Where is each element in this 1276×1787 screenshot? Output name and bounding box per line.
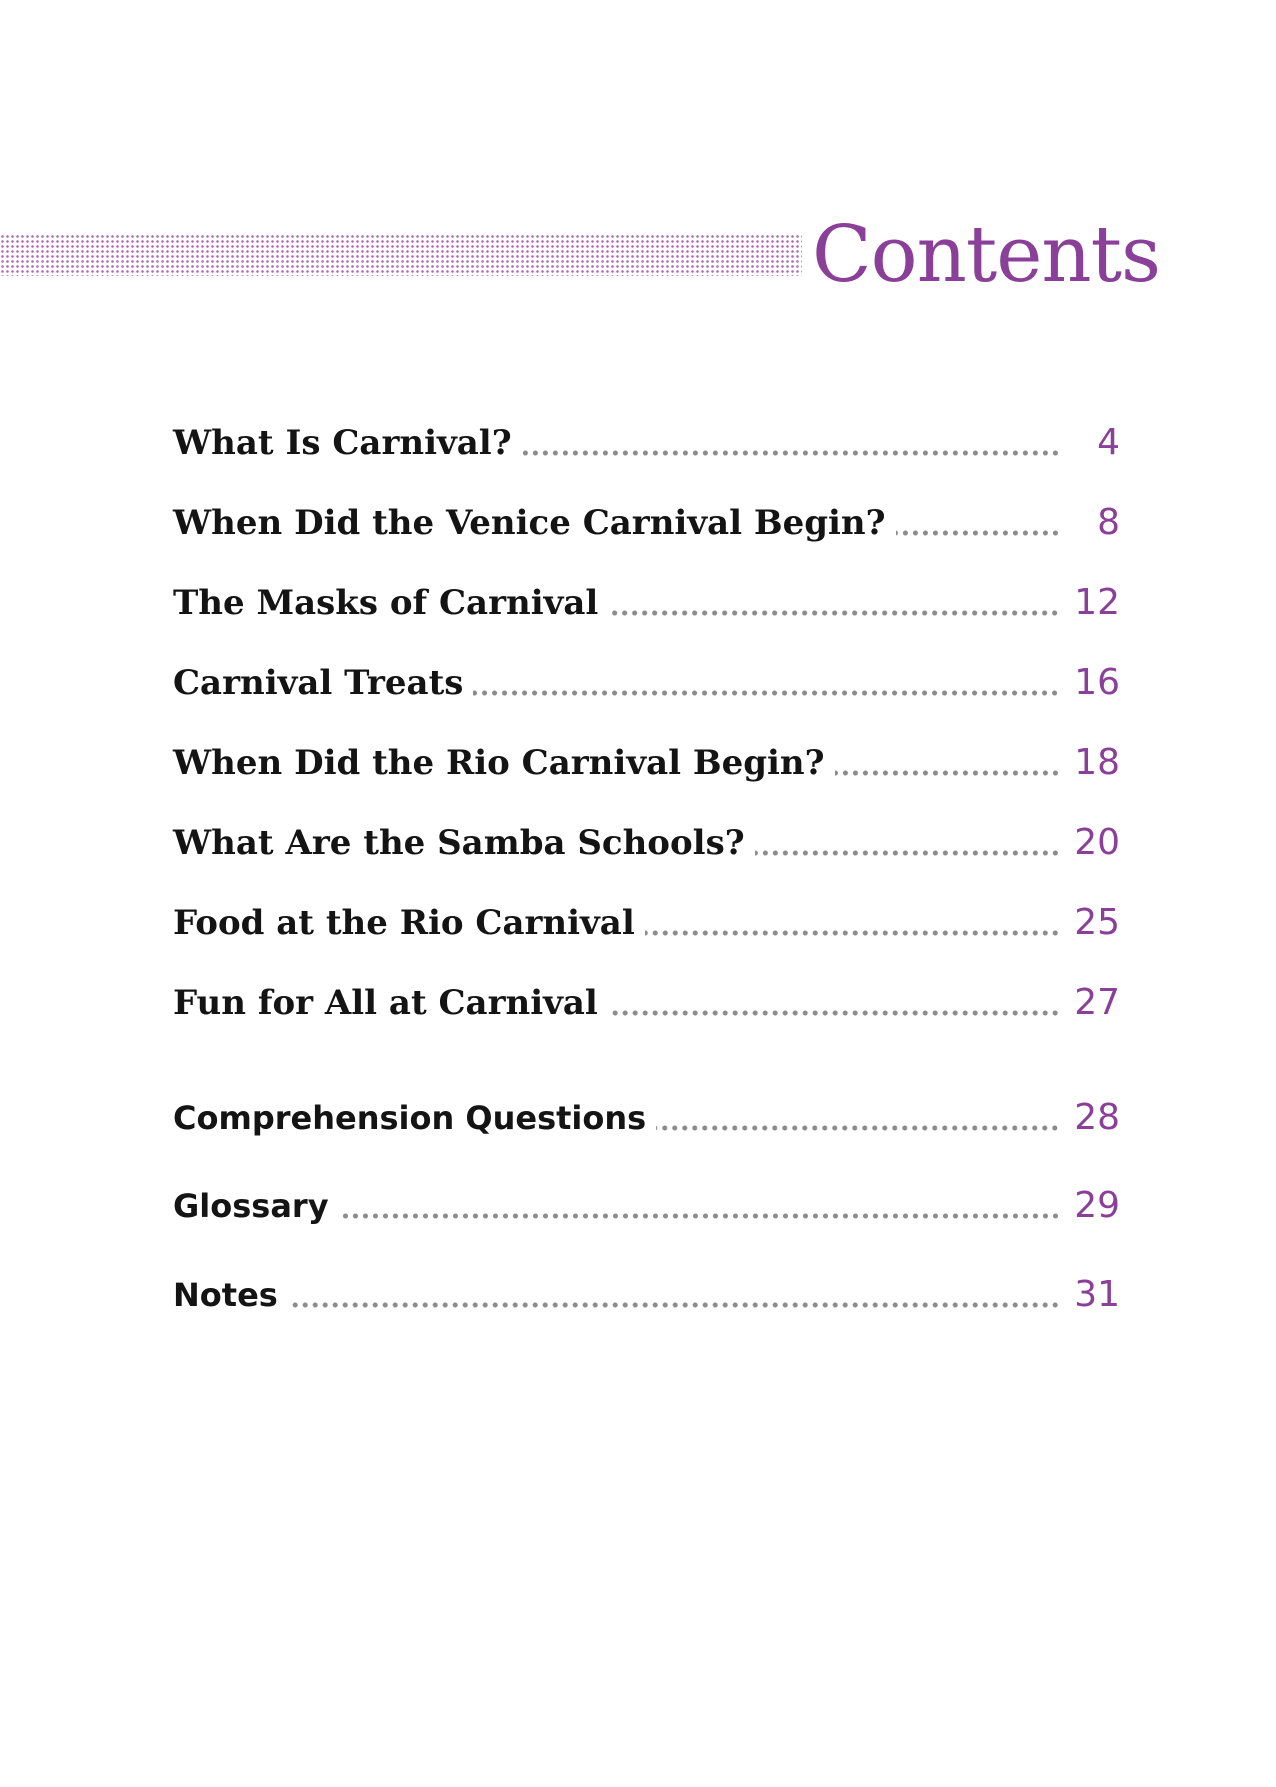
dot-leader <box>656 1124 1060 1132</box>
toc-page-number: 8 <box>1097 502 1120 543</box>
toc-row-chapter[interactable] <box>173 422 1120 472</box>
toc-page-number: 28 <box>1074 1097 1120 1138</box>
toc-row-back-matter[interactable] <box>173 1274 1120 1324</box>
toc-row-chapter[interactable] <box>173 502 1120 552</box>
toc-entry-title: When Did the Rio Carnival Begin? <box>173 743 825 783</box>
toc-page-number: 12 <box>1074 582 1120 623</box>
dot-leader <box>288 1301 1060 1309</box>
page-title: Contents <box>812 210 1160 300</box>
dot-leader <box>755 849 1060 857</box>
toc-page-number: 4 <box>1097 422 1120 463</box>
toc-row-chapter[interactable] <box>173 902 1120 952</box>
dot-leader <box>896 529 1060 537</box>
dot-leader <box>473 689 1060 697</box>
toc-row-chapter[interactable] <box>173 582 1120 632</box>
toc-entry-title: What Are the Samba Schools? <box>173 823 745 863</box>
toc-row-chapter[interactable] <box>173 822 1120 872</box>
toc-row-chapter[interactable] <box>173 982 1120 1032</box>
dot-leader <box>339 1212 1060 1220</box>
dot-leader <box>645 929 1060 937</box>
toc-entry-title: The Masks of Carnival <box>173 583 599 623</box>
toc-page-number: 31 <box>1074 1274 1120 1315</box>
toc-page-number: 25 <box>1074 902 1120 943</box>
toc-page-number: 18 <box>1074 742 1120 783</box>
header-dot-pattern <box>0 234 802 276</box>
toc-entry-title: When Did the Venice Carnival Begin? <box>173 503 886 543</box>
dot-leader <box>835 769 1060 777</box>
toc-row-chapter[interactable] <box>173 662 1120 712</box>
toc-page-number: 27 <box>1074 982 1120 1023</box>
toc-row-back-matter[interactable] <box>173 1097 1120 1147</box>
toc-entry-title: What Is Carnival? <box>173 423 512 463</box>
toc-page-number: 20 <box>1074 822 1120 863</box>
dot-leader <box>608 609 1060 617</box>
toc-entry-title: Notes <box>173 1276 278 1314</box>
dot-leader <box>522 449 1060 457</box>
toc-row-chapter[interactable] <box>173 742 1120 792</box>
toc-page-number: 16 <box>1074 662 1120 703</box>
toc-page-number: 29 <box>1074 1185 1120 1226</box>
toc-entry-title: Carnival Treats <box>173 663 464 703</box>
toc-row-back-matter[interactable] <box>173 1185 1120 1235</box>
toc-entry-title: Comprehension Questions <box>173 1099 647 1137</box>
toc-entry-title: Food at the Rio Carnival <box>173 903 635 943</box>
dot-leader <box>608 1009 1060 1017</box>
toc-entry-title: Fun for All at Carnival <box>173 983 598 1023</box>
toc-entry-title: Glossary <box>173 1187 329 1225</box>
